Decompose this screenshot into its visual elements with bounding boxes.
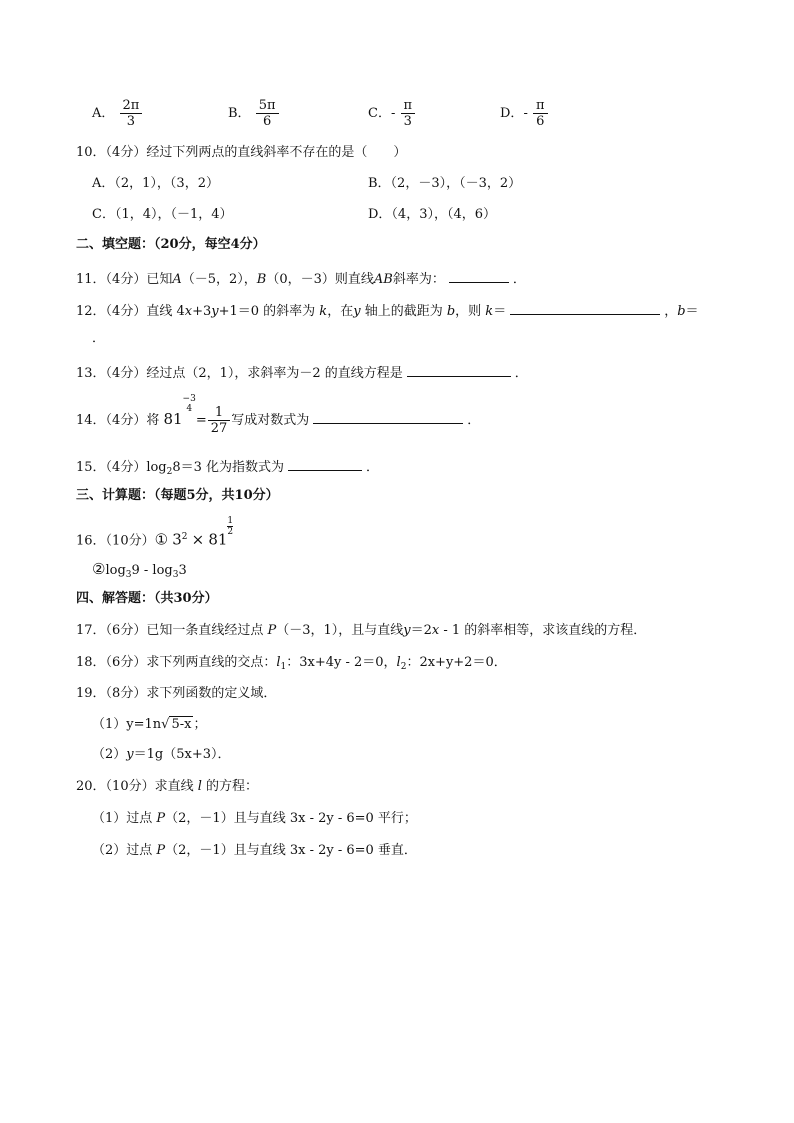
q16-part2: $②\log_39 - \log_33$: [92, 560, 187, 580]
q20-stem: 20．（10分）求直线 l 的方程：: [76, 779, 259, 794]
section-heading: 四、解答题：（共30分）: [76, 591, 218, 606]
answer-blank: [313, 409, 463, 424]
q12: 12．（4分）直线 4x+3y+1＝0 的斜率为 k，在y 轴上的截距为 b，则 k＝ ，b＝: [76, 300, 699, 321]
q10-option-d: D．（4，3），（4，6）: [368, 207, 497, 222]
q19-part2: （2）y＝1g（5x+3）．: [92, 747, 231, 762]
q9-option-c: C．- $\frac{\pi}{3}$: [368, 98, 416, 129]
q19-stem: 19．（8分）求下列函数的定义域．: [76, 686, 277, 701]
fraction: $\frac{1}{27}$: [208, 405, 231, 436]
fraction: $\frac{5\pi}{6}$: [256, 98, 279, 129]
answer-blank: [288, 456, 362, 471]
q12-end: ．: [92, 331, 106, 346]
fraction: $\frac{\pi}{6}$: [533, 98, 548, 129]
section-heading: 二、填空题：（20分，每空4分）: [76, 237, 266, 252]
answer-blank: [407, 362, 511, 377]
answer-blank: [510, 300, 660, 315]
q19-part1: （1）y=1n√ 5-x ；: [92, 717, 207, 732]
q10-option-b: B．（2，－3），（－3，2）: [368, 176, 522, 191]
fraction: $\frac{2\pi}{3}$: [120, 98, 143, 129]
q20-part2: （2）过点 P（2，－1）且与直线 3x - 2y - 6=0 垂直．: [92, 843, 417, 858]
q10-stem: 10．（4分）经过下列两点的直线斜率不存在的是（ ）: [76, 145, 407, 160]
answer-blank: [449, 268, 509, 283]
section-heading: 三、计算题：（每题5分，共10分）: [76, 488, 279, 503]
q18: 18．（6分）求下列两直线的交点：$l_1$：3x+4y - 2＝0，$l_2$：2x+y+2＝0．: [76, 655, 507, 672]
q9-option-b: B． $\frac{5\pi}{6}$: [228, 98, 280, 129]
q15: 15．（4分）$\log_28=3$ 化为指数式为 ．: [76, 456, 379, 481]
fraction: $\frac{\pi}{3}$: [401, 98, 416, 129]
q13: 13．（4分）经过点（2，1），求斜率为－2 的直线方程是 ．: [76, 362, 528, 383]
q9-option-a: A． $\frac{2\pi}{3}$: [92, 98, 143, 129]
q14: 14．（4分）将 81 −3 4 = $\frac{1}{27}$ 写成对数式为 ．: [76, 394, 481, 436]
q17: 17．（6分）已知一条直线经过点 P（－3，1），且与直线y＝2x - 1 的斜率相等，求该直线的方程．: [76, 623, 647, 638]
sqrt-icon: √: [161, 717, 170, 732]
q11: 11．（4分）已知A（－5，2），B（0，－3）则直线AB斜率为： ．: [76, 268, 526, 289]
q20-part1: （1）过点 P（2，－1）且与直线 3x - 2y - 6=0 平行；: [92, 811, 417, 826]
q9-option-d: D．- $\frac{\pi}{6}$: [500, 98, 549, 129]
q10-option-c: C．（1，4），（－1，4）: [92, 207, 233, 222]
q16-part1: 16．（10分）① $3^2 \times 81$ $\frac{1}{2}$: [76, 516, 234, 549]
q10-option-a: A．（2，1），（3，2）: [92, 176, 219, 191]
